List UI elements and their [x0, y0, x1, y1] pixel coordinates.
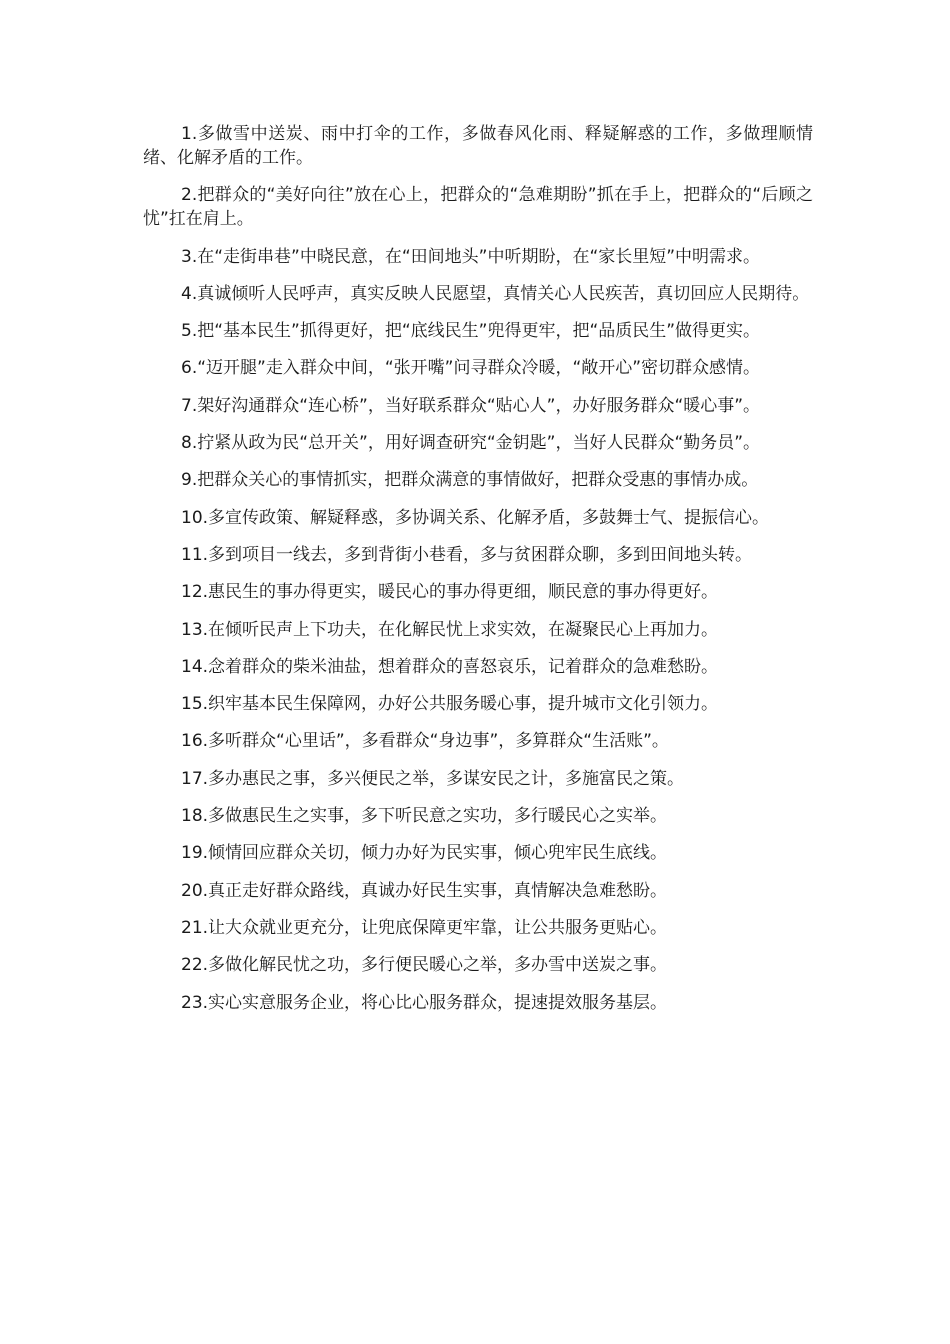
paragraph-10: 10.多宣传政策、解疑释惑，多协调关系、化解矛盾，多鼓舞士气、提振信心。 — [181, 507, 770, 528]
paragraph-11: 11.多到项目一线去，多到背街小巷看，多与贫困群众聊，多到田间地头转。 — [181, 544, 753, 565]
paragraph-1: 1.多做雪中送炭、雨中打伞的工作，多做春风化雨、释疑解惑的工作，多做理顺情绪、化解矛盾的工作。 — [143, 124, 813, 168]
paragraph-2: 2.把群众的“美好向往”放在心上，把群众的“急难期盼”抓在手上，把群众的“后顾之忧”扛在肩上。 — [143, 185, 813, 230]
paragraph-19: 19.倾情回应群众关切，倾力办好为民实事，倾心兜牢民生底线。 — [181, 843, 668, 864]
paragraph-6: 6.“迈开腿”走入群众中间，“张开嘴”问寻群众冷暖，“敞开心”密切群众感情。 — [181, 358, 761, 379]
paragraph-14: 14.念着群众的柴米油盐，想着群众的喜怒哀乐，记着群众的急难愁盼。 — [181, 656, 719, 677]
paragraph-18: 18.多做惠民生之实事，多下听民意之实功，多行暖民心之实举。 — [181, 806, 668, 827]
paragraph-16: 16.多听群众“心里话”，多看群众“身边事”，多算群众“生活账”。 — [181, 731, 669, 752]
paragraph-7: 7.架好沟通群众“连心桥”，当好联系群众“贴心人”，办好服务群众“暖心事”。 — [181, 395, 761, 416]
paragraph-23: 23.实心实意服务企业，将心比心服务群众，提速提效服务基层。 — [181, 992, 668, 1013]
paragraph-21: 21.让大众就业更充分，让兜底保障更牢靠，让公共服务更贴心。 — [181, 917, 668, 938]
paragraph-3: 3.在“走街串巷”中晓民意，在“田间地头”中听期盼，在“家长里短”中明需求。 — [181, 246, 761, 267]
paragraph-20: 20.真正走好群众路线，真诚办好民生实事，真情解决急难愁盼。 — [181, 880, 668, 901]
paragraph-8: 8.拧紧从政为民“总开关”，用好调查研究“金钥匙”，当好人民群众“勤务员”。 — [181, 433, 761, 454]
paragraph-13: 13.在倾听民声上下功夫，在化解民忧上求实效，在凝聚民心上再加力。 — [181, 619, 719, 640]
paragraph-15: 15.织牢基本民生保障网，办好公共服务暖心事，提升城市文化引领力。 — [181, 694, 719, 715]
paragraph-17: 17.多办惠民之事，多兴便民之举，多谋安民之计，多施富民之策。 — [181, 768, 685, 789]
paragraph-9: 9.把群众关心的事情抓实，把群众满意的事情做好，把群众受惠的事情办成。 — [181, 470, 759, 491]
paragraph-12: 12.惠民生的事办得更实，暖民心的事办得更细，顺民意的事办得更好。 — [181, 582, 719, 603]
paragraph-22: 22.多做化解民忧之功，多行便民暖心之举，多办雪中送炭之事。 — [181, 955, 668, 976]
document-body — [143, 122, 813, 1028]
paragraph-4: 4.真诚倾听人民呼声，真实反映人民愿望，真情关心人民疾苦，真切回应人民期待。 — [181, 283, 810, 304]
paragraph-5: 5.把“基本民生”抓得更好，把“底线民生”兜得更牢，把“品质民生”做得更实。 — [181, 321, 761, 342]
